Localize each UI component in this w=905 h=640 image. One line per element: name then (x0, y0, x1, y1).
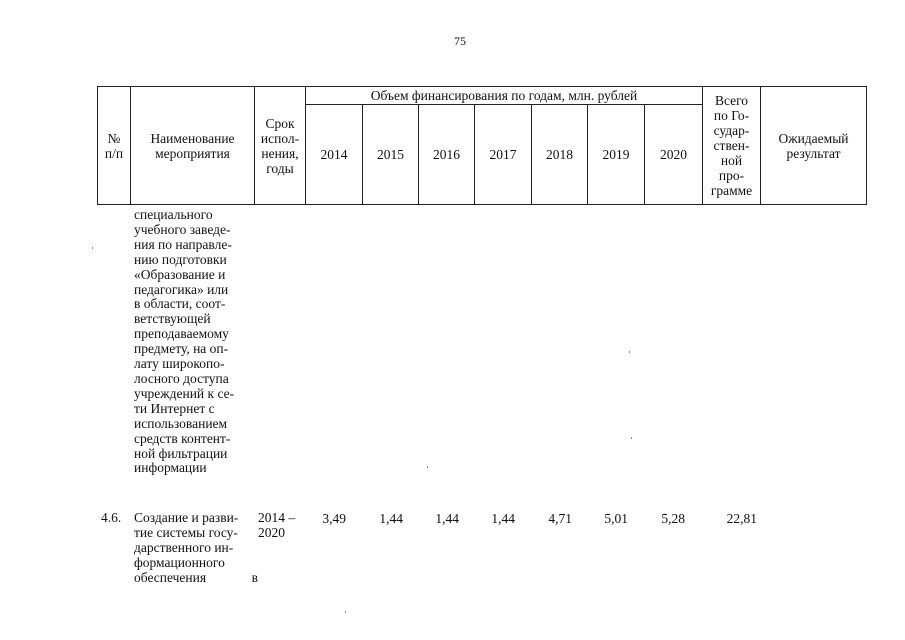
row-number: 4.6. (101, 510, 122, 525)
row-term (258, 511, 304, 541)
amount-2017: 1,44 (491, 511, 515, 526)
text-line: формационного (134, 554, 225, 570)
continued-name-text (134, 208, 250, 476)
text-line: ной фильтрации (134, 445, 228, 461)
header-year-2016: 2016 (419, 105, 475, 205)
text-line: 2020 (258, 524, 285, 540)
text-line: средств контент- (134, 430, 231, 446)
header-year-2020: 2020 (645, 105, 703, 205)
text-line: в области, соот- (134, 296, 226, 312)
text-line: учреждений к се- (134, 385, 235, 401)
row-name (134, 511, 258, 586)
amount-2016: 1,44 (435, 511, 459, 526)
text-line: нию подготовки (134, 251, 227, 267)
header-year-2019: 2019 (588, 105, 645, 205)
text-line: преподаваемому (134, 326, 229, 342)
amount-2015: 1,44 (379, 511, 403, 526)
scan-speck (427, 466, 428, 468)
amount-2019: 5,01 (604, 511, 628, 526)
scan-speck (629, 351, 630, 353)
text-line: ти Интернет с (134, 400, 215, 416)
text-line: информации (134, 460, 207, 476)
text-line: «Образование и (134, 266, 226, 282)
text-line: использованием (134, 415, 228, 431)
amount-2020: 5,28 (661, 511, 685, 526)
scan-speck (345, 611, 346, 613)
text-line: предмету, на оп- (134, 341, 229, 357)
scan-speck (631, 437, 632, 439)
text-line: лосного доступа (134, 370, 229, 386)
header-year-2018: 2018 (532, 105, 588, 205)
header-term: Срок испол- нения, годы (255, 87, 306, 205)
header-total: Всего по Го- судар- ствен- ной про- грамме (703, 87, 761, 205)
text-line: ния по направле- (134, 236, 232, 252)
header-num: № п/п (98, 87, 131, 205)
header-result: Ожидаемый результат (761, 87, 867, 205)
header-year-2015: 2015 (363, 105, 419, 205)
header-year-2017: 2017 (475, 105, 532, 205)
text-line: 2014 – (258, 510, 296, 525)
scan-speck (92, 247, 93, 249)
amount-2014: 3,49 (322, 511, 346, 526)
text-line: обеспечения в (134, 569, 258, 585)
text-line: специального (134, 207, 213, 222)
text-line: педагогика» или (134, 281, 229, 297)
header-funding-group: Объем финансирования по годам, млн. рублей (306, 87, 703, 105)
page-number: 75 (454, 34, 466, 48)
text-line: учебного заведе- (134, 221, 231, 237)
text-line: тие системы госу- (134, 524, 238, 540)
header-year-2014: 2014 (306, 105, 363, 205)
header-name: Наименование мероприятия (131, 87, 255, 205)
amount-2018: 4,71 (548, 511, 572, 526)
amount-total: 22,81 (726, 511, 757, 526)
text-line: дарственного ин- (134, 539, 234, 555)
text-line: ветствующей (134, 311, 211, 327)
text-line: лату широкопо- (134, 356, 225, 372)
table-header (97, 86, 867, 205)
text-line: Создание и разви- (134, 510, 239, 525)
